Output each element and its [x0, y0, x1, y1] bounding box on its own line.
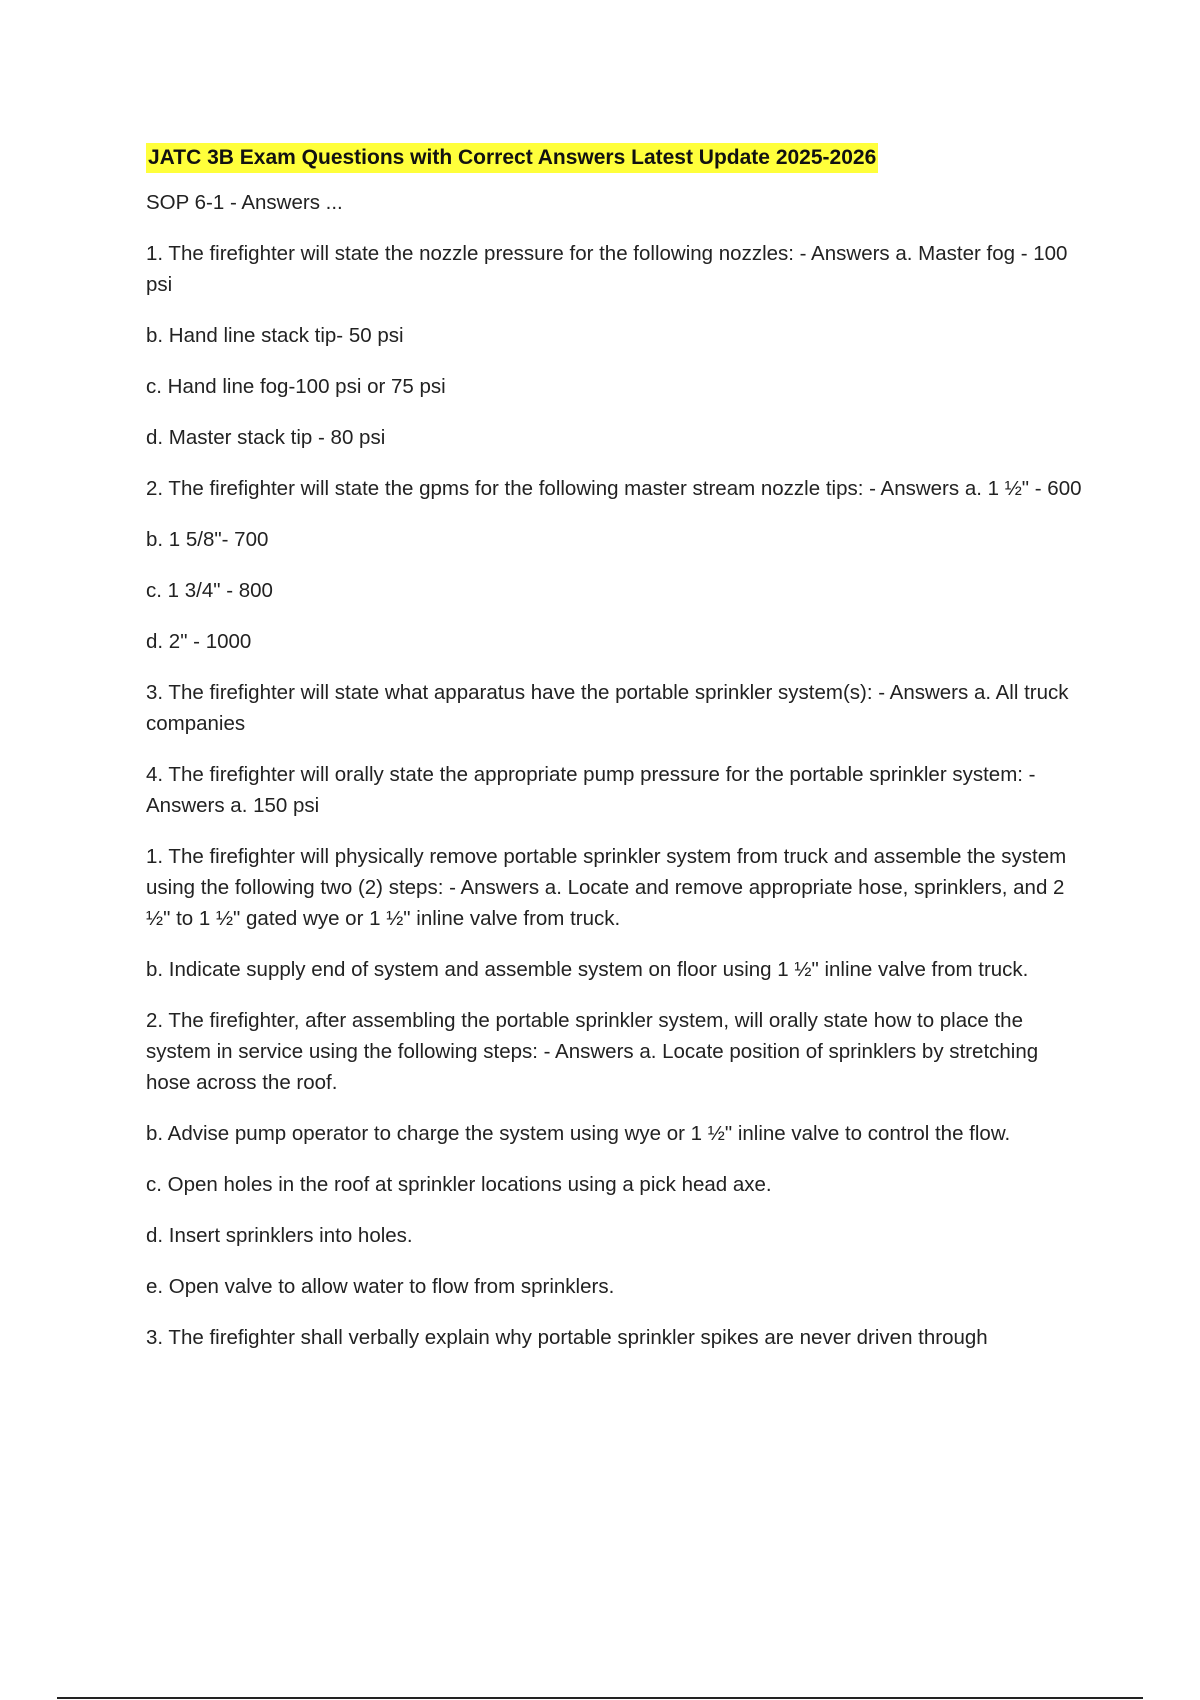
paragraph: c. 1 3/4" - 800	[146, 579, 273, 602]
paragraph: 3. The firefighter will state what apparatus have the portable sprinkler system(s): - Answers a. All truck companies	[146, 681, 1069, 735]
paragraph: 1. The firefighter will physically remove portable sprinkler system from truck and assemble the system using the following two (2) steps: - Answers a. Locate and remove appropriate hose, sprinklers, and 2 ½" to 1 ½" gated wye or 1 ½" inline valve from truck.	[146, 845, 1067, 930]
paragraph: 1. The firefighter will state the nozzle pressure for the following nozzles: - Answers a. Master fog - 100 psi	[146, 242, 1068, 296]
paragraph: b. 1 5/8"- 700	[146, 528, 269, 551]
paragraph: e. Open valve to allow water to flow from sprinklers.	[146, 1275, 615, 1298]
paragraph: b. Advise pump operator to charge the system using wye or 1 ½" inline valve to control the flow.	[146, 1122, 1011, 1145]
paragraph: b. Hand line stack tip- 50 psi	[146, 324, 404, 347]
paragraph: SOP 6-1 - Answers ...	[146, 191, 343, 214]
document-title: JATC 3B Exam Questions with Correct Answers Latest Update 2025-2026	[146, 143, 878, 173]
paragraph: 2. The firefighter will state the gpms for the following master stream nozzle tips: - Answers a. 1 ½" - 600	[146, 477, 1082, 500]
paragraph: d. Insert sprinklers into holes.	[146, 1224, 413, 1247]
document-page	[146, 143, 1086, 1373]
footer-divider	[57, 1697, 1143, 1699]
paragraph: c. Open holes in the roof at sprinkler locations using a pick head axe.	[146, 1173, 772, 1196]
paragraph: d. 2" - 1000	[146, 630, 252, 653]
paragraph: c. Hand line fog-100 psi or 75 psi	[146, 375, 446, 398]
paragraph: b. Indicate supply end of system and assemble system on floor using 1 ½" inline valve from truck.	[146, 958, 1029, 981]
paragraph: 3. The firefighter shall verbally explain why portable sprinkler spikes are never driven through	[146, 1326, 988, 1349]
paragraph: d. Master stack tip - 80 psi	[146, 426, 386, 449]
paragraph: 2. The firefighter, after assembling the portable sprinkler system, will orally state how to place the system in service using the following steps: - Answers a. Locate position of sprinklers by stretching hose across the roof.	[146, 1009, 1039, 1094]
paragraph: 4. The firefighter will orally state the appropriate pump pressure for the portable sprinkler system: - Answers a. 150 psi	[146, 763, 1036, 817]
